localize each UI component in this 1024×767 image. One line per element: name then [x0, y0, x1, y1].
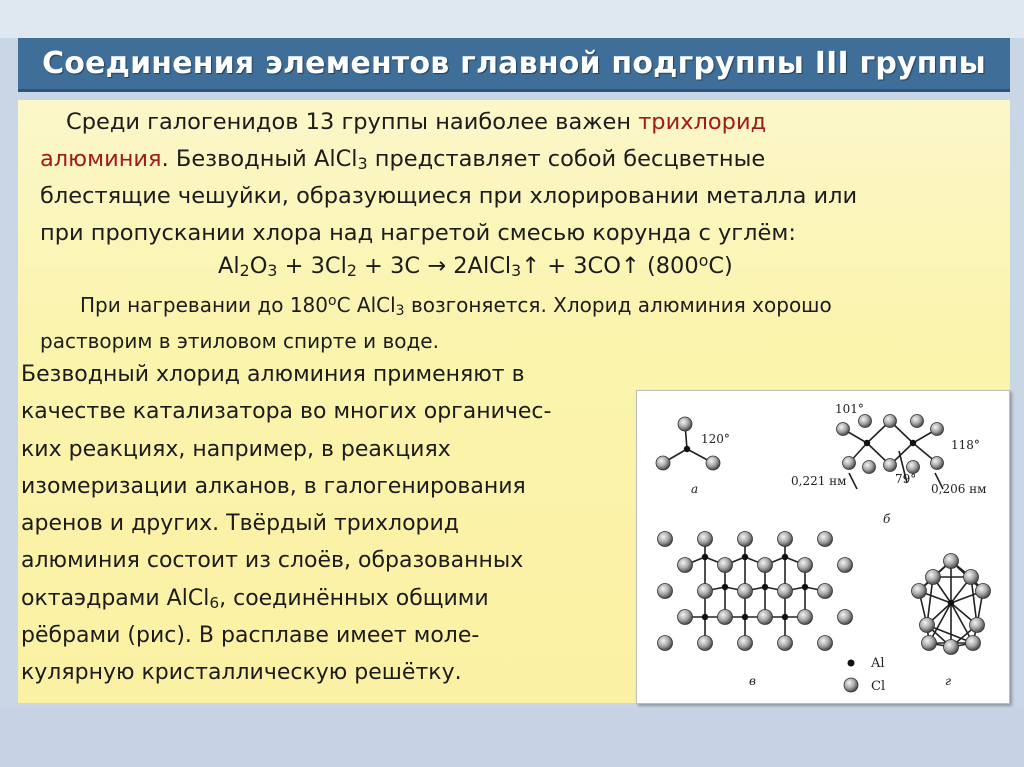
chlorine-atom — [678, 558, 693, 573]
p1-highlight-2: алюминия — [40, 146, 162, 172]
paragraph-3 — [21, 356, 551, 692]
chlorine-atom — [884, 415, 897, 428]
aluminium-atom — [782, 614, 788, 620]
paragraph-2 — [40, 287, 832, 359]
panel-label-b: б — [883, 512, 891, 526]
chlorine-atom — [658, 636, 673, 651]
eq-part: ↑ + 3CO↑ (800 — [521, 253, 699, 279]
chlorine-atom — [738, 584, 753, 599]
legend-al-marker — [848, 660, 855, 667]
chlorine-atom — [843, 457, 856, 470]
chlorine-atom — [758, 610, 773, 625]
chlorine-atom — [658, 532, 673, 547]
aluminium-atom — [722, 584, 728, 590]
chlorine-atom — [758, 558, 773, 573]
chlorine-atom — [698, 532, 713, 547]
p1-line2-pre: . Безводный AlCl — [161, 146, 358, 172]
aluminium-atom — [802, 584, 808, 590]
aluminium-atom — [948, 600, 954, 606]
chlorine-atom — [922, 636, 937, 651]
chlorine-atom — [798, 610, 813, 625]
panel-label-a: а — [691, 482, 699, 496]
p3-line7-post: , соединённых общими — [219, 585, 489, 611]
p3-line: алюминия состоит из слоёв, образованных — [21, 548, 524, 574]
chlorine-atom — [970, 618, 985, 633]
chlorine-atom — [678, 610, 693, 625]
angle-label: 79° — [895, 472, 917, 486]
legend-cl-marker — [844, 678, 858, 692]
chlorine-atom — [718, 558, 733, 573]
chlorine-atom — [837, 423, 850, 436]
aluminium-atom — [910, 440, 916, 446]
chlorine-atom — [964, 570, 979, 585]
title-bar — [18, 38, 1010, 92]
chlorine-atom — [778, 532, 793, 547]
chlorine-atom — [976, 584, 991, 599]
eq-part: Al — [218, 253, 240, 279]
chlorine-atom — [798, 558, 813, 573]
legend-al-label: Al — [871, 656, 885, 671]
chlorine-atom — [926, 570, 941, 585]
aluminium-atom — [864, 440, 870, 446]
p3-line: рёбрами (рис). В расплаве имеет моле- — [21, 623, 480, 649]
chlorine-atom — [863, 461, 876, 474]
chlorine-atom — [738, 636, 753, 651]
aluminium-atom — [742, 554, 748, 560]
aluminium-atom — [762, 584, 768, 590]
panel-label-v: в — [749, 674, 756, 688]
angle-label: 118° — [951, 438, 980, 452]
chlorine-atom — [698, 584, 713, 599]
chlorine-atom — [706, 456, 720, 470]
chlorine-atom — [738, 532, 753, 547]
p3-line: кулярную кристаллическую решётку. — [21, 660, 462, 686]
eq-part: + 3Cl — [277, 253, 347, 279]
chlorine-atom — [931, 457, 944, 470]
structure-figure — [636, 390, 1010, 704]
p2-part: При нагревании до 180 — [80, 293, 328, 317]
chlorine-atom — [884, 459, 897, 472]
chemical-equation — [218, 248, 733, 285]
legend-cl-label: Cl — [871, 679, 886, 694]
distance-label: 0,206 нм — [931, 482, 987, 496]
slide-title: Соединения элементов главной подгруппы III группы — [42, 46, 986, 81]
angle-label: 120° — [701, 432, 730, 446]
p3-line: изомеризации алканов, в галогенирования — [21, 473, 526, 499]
aluminium-atom — [702, 614, 708, 620]
chlorine-atom — [944, 554, 959, 569]
p1-line1-start: Среди галогенидов 13 группы наиболее важен — [66, 109, 639, 135]
panel-label-g: г — [945, 674, 952, 688]
distance-label: 0,221 нм — [791, 474, 847, 488]
chlorine-atom — [818, 636, 833, 651]
eq-sub: 3 — [267, 261, 278, 280]
p3-line: аренов и других. Твёрдый трихлорид — [21, 511, 460, 537]
p3-line: Безводный хлорид алюминия применяют в — [21, 362, 525, 387]
p1-line3: блестящие чешуйки, образующиеся при хлорировании металла или — [40, 183, 858, 209]
eq-sup: o — [698, 251, 709, 270]
eq-part: O — [249, 253, 268, 279]
p1-highlight-1: трихлорид — [638, 109, 767, 135]
eq-sub: 2 — [346, 261, 357, 280]
structure-diagram — [637, 391, 1009, 703]
chlorine-atom — [818, 532, 833, 547]
p2-part: C AlCl — [336, 293, 396, 317]
eq-sub: 3 — [511, 261, 522, 280]
chlorine-atom — [778, 636, 793, 651]
chlorine-atom — [656, 456, 670, 470]
angle-label: 101° — [835, 402, 864, 416]
p1-line2-post: представляет собой бесцветные — [367, 146, 766, 172]
chlorine-atom — [778, 584, 793, 599]
p2-line2: растворим в этиловом спирте и воде. — [40, 329, 439, 353]
aluminium-atom — [684, 446, 690, 452]
eq-part: + 3C → 2AlCl — [356, 253, 512, 279]
eq-part: C) — [708, 253, 733, 279]
chlorine-atom — [818, 584, 833, 599]
eq-sub: 2 — [239, 261, 250, 280]
p1-line2-sub: 3 — [357, 154, 368, 173]
paragraph-1 — [40, 104, 857, 252]
aluminium-atom — [742, 614, 748, 620]
chlorine-atom — [678, 417, 692, 431]
chlorine-atom — [838, 558, 853, 573]
chlorine-atom — [698, 636, 713, 651]
chlorine-atom — [859, 415, 872, 428]
top-strip — [0, 0, 1024, 38]
chlorine-atom — [838, 610, 853, 625]
chlorine-atom — [944, 640, 959, 655]
bottom-band — [0, 708, 1024, 767]
chlorine-atom — [966, 636, 981, 651]
p2-part: возгоняется. Хлорид алюминия хорошо — [404, 293, 832, 317]
chlorine-atom — [911, 415, 924, 428]
bond-line — [849, 473, 857, 489]
p2-sup: o — [328, 293, 337, 309]
p1-line4: при пропускании хлора над нагретой смесью корунда с углём: — [40, 220, 796, 246]
chlorine-atom — [931, 423, 944, 436]
aluminium-atom — [702, 554, 708, 560]
p2-sub: 3 — [395, 303, 405, 319]
chlorine-atom — [912, 584, 927, 599]
p3-line: ких реакциях, например, в реакциях — [21, 436, 451, 462]
p3-line: качестве катализатора во многих органичес- — [21, 399, 552, 425]
chlorine-atom — [718, 610, 733, 625]
p3-line7-sub: 6 — [209, 593, 220, 612]
chlorine-atom — [658, 584, 673, 599]
chlorine-atom — [920, 618, 935, 633]
aluminium-atom — [782, 554, 788, 560]
p3-line7-pre: октаэдрами AlCl — [21, 585, 210, 611]
